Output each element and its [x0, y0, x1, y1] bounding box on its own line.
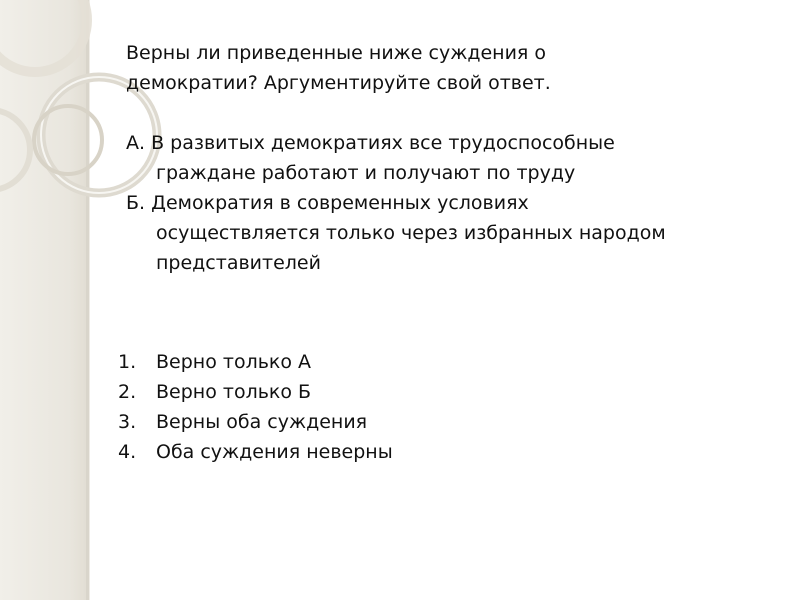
answer-number: 1. [118, 351, 137, 373]
statements-list [126, 128, 766, 278]
question-line: Верны ли приведенные ниже суждения о [126, 42, 547, 64]
answer-option-3 [118, 407, 766, 437]
answer-text: Верны оба суждения [156, 411, 368, 433]
statement-line: граждане работают и получают по труду [156, 162, 576, 184]
statement-a [126, 128, 766, 188]
answer-number: 2. [118, 381, 137, 403]
answer-option-4 [118, 437, 766, 467]
answer-text: Оба суждения неверны [156, 441, 393, 463]
statement-b [126, 188, 766, 278]
statement-line: В развитых демократиях все трудоспособные [151, 132, 615, 154]
statement-line: представителей [156, 252, 321, 274]
answer-option-1 [118, 347, 766, 377]
question-text [126, 38, 766, 98]
slide-content [118, 38, 766, 467]
answer-option-2 [118, 377, 766, 407]
statement-label: А. [126, 132, 146, 154]
statement-line: Демократия в современных условиях [151, 192, 529, 214]
question-line: демократии? Аргументируйте свой ответ. [126, 72, 551, 94]
answer-number: 4. [118, 441, 137, 463]
answer-number: 3. [118, 411, 137, 433]
statement-label: Б. [126, 192, 146, 214]
statement-line: осуществляется только через избранных народом [156, 222, 666, 244]
answer-text: Верно только А [156, 351, 312, 373]
answer-text: Верно только Б [156, 381, 312, 403]
answer-options [118, 347, 766, 467]
